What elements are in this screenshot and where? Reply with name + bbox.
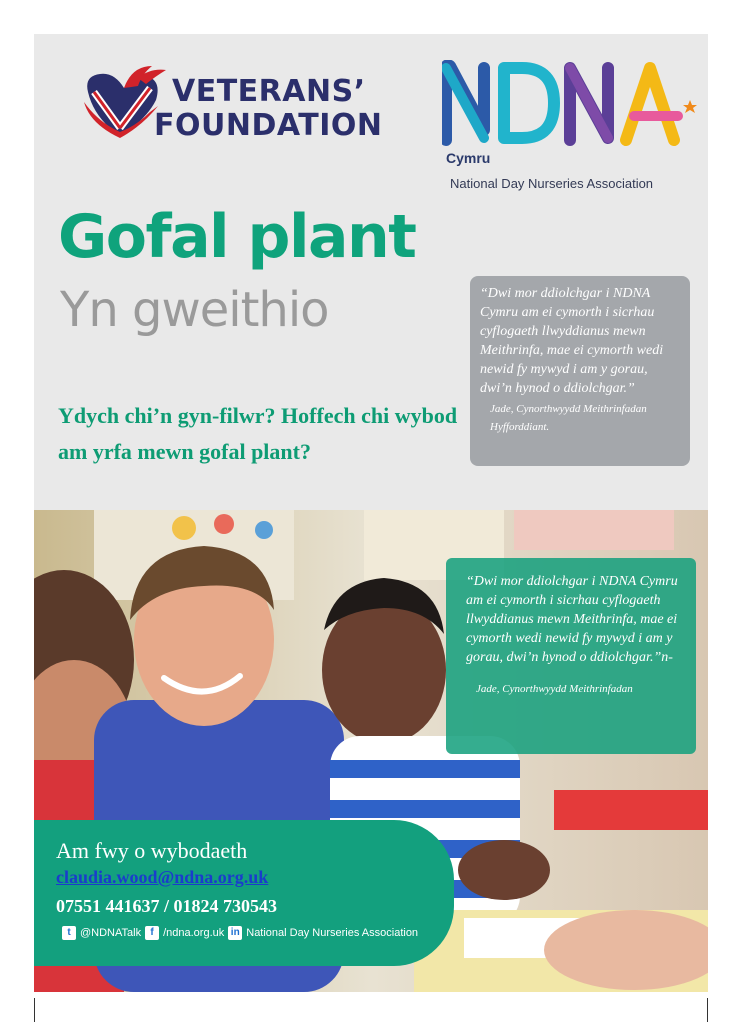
testimonial-grey bbox=[470, 276, 690, 466]
crop-mark-right bbox=[707, 998, 708, 1022]
ndna-region-label: Cymru bbox=[446, 150, 491, 166]
veterans-foundation-logo bbox=[80, 64, 400, 144]
facebook-link[interactable]: /ndna.org.uk bbox=[163, 927, 225, 939]
linkedin-link[interactable]: National Day Nurseries Association bbox=[246, 927, 419, 939]
linkedin-icon: in bbox=[228, 926, 242, 940]
ndna-full-name: National Day Nurseries Association bbox=[450, 176, 654, 191]
testimonial-grey-text: “Dwi mor ddiolchgar i NDNA Cymru am ei cymorth i sicrhau cyflogaeth llwyddianus mewn Meithrinfa, mae ei cymorth wedi newid fy mywyd i am y gorau, dwi’n hynod o ddiolchgar.” bbox=[480, 286, 664, 396]
social-links bbox=[56, 926, 454, 940]
ndna-wordmark bbox=[442, 60, 702, 146]
headline: Gofal plant bbox=[58, 202, 416, 272]
testimonial-teal-text: “Dwi mor ddiolchgar i NDNA Cymru am ei cymorth i sicrhau cyflogaeth llwyddianus mewn Meithrinfa, mae ei cymorth wedi newid fy mywyd i am y gorau, dwi’n hynod o ddiolchgar.”n- bbox=[466, 574, 678, 665]
twitter-handle[interactable]: @NDNATalk bbox=[80, 927, 142, 939]
testimonial-grey-author: Jade, Cynorthwyydd Meithrinfadan Hyfforddiant. bbox=[490, 403, 647, 433]
ndna-logo bbox=[442, 60, 702, 200]
contact-phone: 07551 441637 / 01824 730543 bbox=[56, 896, 278, 916]
facebook-icon: f bbox=[145, 926, 159, 940]
crop-mark-left bbox=[34, 998, 35, 1022]
question-text: Ydych chi’n gyn-filwr? Hoffech chi wybod am yrfa mewn gofal plant? bbox=[58, 403, 458, 464]
contact-title: Am fwy o wybodaeth bbox=[56, 838, 248, 863]
twitter-icon: t bbox=[62, 926, 76, 940]
veterans-wordmark-line2: FOUNDATION bbox=[154, 108, 383, 143]
testimonial-teal bbox=[446, 558, 696, 754]
subheadline: Yn gweithio bbox=[60, 282, 329, 338]
veterans-wordmark-line1: VETERANS’ bbox=[172, 74, 366, 109]
flyer-page bbox=[34, 34, 708, 992]
testimonial-teal-author: Jade, Cynorthwyydd Meithrinfadan bbox=[476, 683, 633, 695]
contact-email-link[interactable]: claudia.wood@ndna.org.uk bbox=[56, 867, 269, 887]
contact-box bbox=[34, 820, 454, 966]
